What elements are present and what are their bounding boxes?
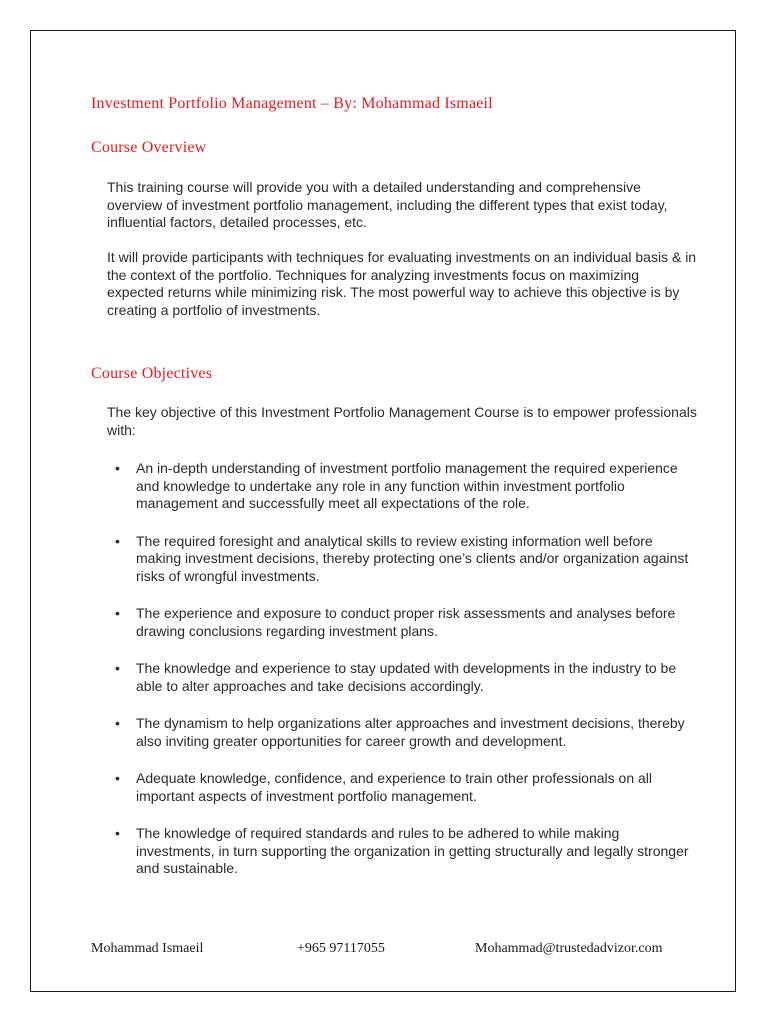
list-item: [107, 770, 697, 805]
list-item-text: The knowledge and experience to stay updated with developments in the industry to be able to alter approaches and take decisions accordingly.: [136, 660, 677, 694]
document-page: [30, 30, 736, 992]
bullet-icon: •: [115, 605, 120, 621]
list-item: [107, 660, 697, 695]
overview-paragraph-2: It will provide participants with techniques for evaluating investments on an individual basis & in the context of the portfolio. Techniques for analyzing investments focus on maximizing expected returns while minimizing risk. The most powerful way to achieve this objective is by creating a portfolio of investments.: [107, 249, 697, 318]
document-title: Investment Portfolio Management – By: Mohammad Ismaeil: [91, 95, 493, 112]
list-item-text: The experience and exposure to conduct proper risk assessments and analyses before drawing conclusions regarding investment plans.: [136, 605, 676, 639]
footer-email: Mohammad@trustedadvizor.com: [475, 941, 663, 956]
bullet-icon: •: [115, 660, 120, 676]
list-item: [107, 825, 697, 878]
list-item-text: Adequate knowledge, confidence, and experience to train other professionals on all important aspects of investment portfolio management.: [136, 770, 653, 804]
course-overview-heading: Course Overview: [91, 139, 207, 156]
overview-paragraph-1: This training course will provide you with a detailed understanding and comprehensive overview of investment portfolio management, including the different types that exist today, influential factors, detailed processes, etc.: [107, 179, 668, 230]
footer-name: Mohammad Ismaeil: [91, 941, 204, 956]
objectives-list: [107, 460, 697, 898]
bullet-icon: •: [115, 715, 120, 731]
bullet-icon: •: [115, 532, 120, 549]
list-item: [107, 533, 697, 586]
list-item: [107, 460, 697, 513]
list-item-text: An in-depth understanding of investment portfolio management the required experience and knowledge to undertake any role in any function within investment portfolio management and successfully meet all expectations of the role.: [136, 460, 678, 511]
course-objectives-heading: Course Objectives: [91, 365, 213, 382]
objectives-intro: The key objective of this Investment Portfolio Management Course is to empower professionals with:: [107, 404, 697, 438]
bullet-icon: •: [115, 460, 120, 476]
bullet-icon: •: [115, 825, 120, 841]
bullet-icon: •: [115, 770, 120, 786]
list-item-text: The knowledge of required standards and rules to be adhered to while making investments, in turn supporting the organization in getting structurally and legally stronger and sustainable.: [136, 825, 689, 876]
list-item: [107, 715, 697, 750]
footer-phone: +965 97117055: [297, 941, 385, 956]
list-item-text: The dynamism to help organizations alter approaches and investment decisions, thereby also inviting greater opportunities for career growth and development.: [136, 715, 685, 749]
list-item-text: The required foresight and analytical skills to review existing information well before making investment decisions, thereby protecting one’s clients and/or organization against risks of wrongful investments.: [136, 532, 689, 584]
list-item: [107, 605, 697, 640]
